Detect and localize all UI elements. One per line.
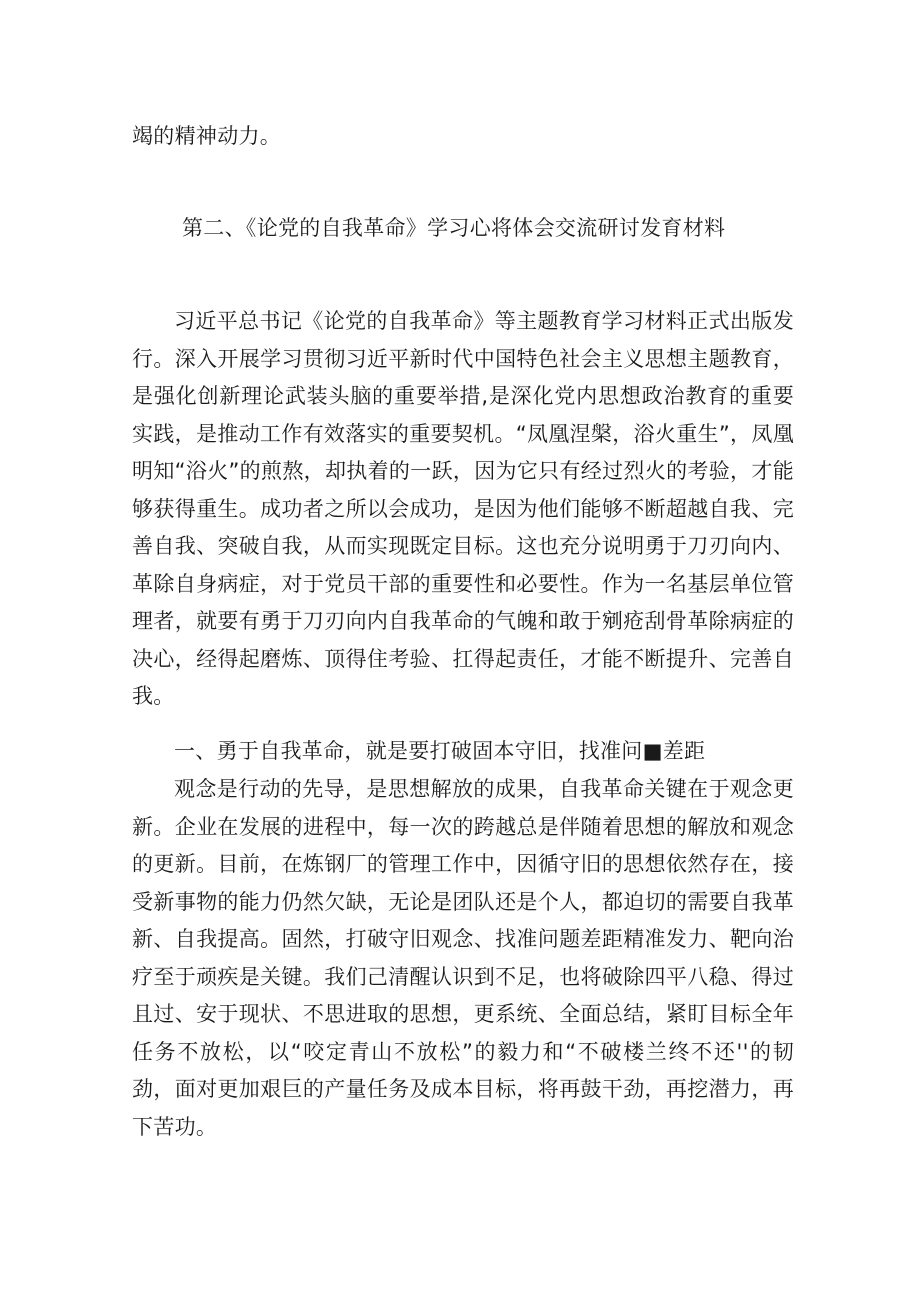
continuation-text: 竭的精神动力。 (132, 124, 282, 148)
paragraph-2: 观念是行动的先导，是思想解放的成果，自我革命关键在于观念更新。企业在发展的进程中，每一次的跨越总是伴随着思想的解放和观念的更新。目前，在炼钢厂的管理工作中，因循守旧的思想依然存在，接受新事物的能力仍然欠缺，无论是团队还是个人，都迫切的需要自我革新、自我提高。固然，打破守旧观念、找准问题差距精准发力、靶向治疗至于顽疾是关键。我们己清醒认识到不足，也将破除四平八稳、得过且过、安于现状、不思进取的思想，更系统、全面总结，紧盯目标全年任务不放松，以“咬定青山不放松”的毅力和“不破楼兰终不还''的韧劲，面对更加艰巨的产量任务及成本目标，将再鼓干劲，再挖潜力，再下苦功。 (132, 777, 794, 1139)
subheading-1: 一、勇于自我革命，就是要打破固本守旧，找准问■差距 (174, 739, 706, 763)
paragraph-1: 习近平总书记《论党的自我革命》等主题教育学习材料正式出版发行。深入开展学习贯彻习近平新时代中国特色社会主义思想主题教育，是强化创新理论武装头脑的重要举措,是深化党内思想政治教育的重要实践，是推动工作有效落实的重要契机。“凤凰涅槃，浴火重生”，凤凰明知“浴火”的煎熬，却执着的一跃，因为它只有经过烈火的考验，才能够获得重生。成功者之所以会成功，是因为他们能够不断超越自我、完善自我、突破自我，从而实现既定目标。这也充分说明勇于刀刃向内、革除自身病症，对于党员干部的重要性和必要性。作为一名基层单位管理者，就要有勇于刀刃向内自我革命的气魄和敢于剜疮刮骨革除病症的决心，经得起磨炼、顶得住考验、扛得起责任，才能不断提升、完善自我。 (132, 309, 794, 708)
section-heading: 第二、《论党的自我革命》学习心将体会交流研讨发育材料 (182, 216, 726, 240)
